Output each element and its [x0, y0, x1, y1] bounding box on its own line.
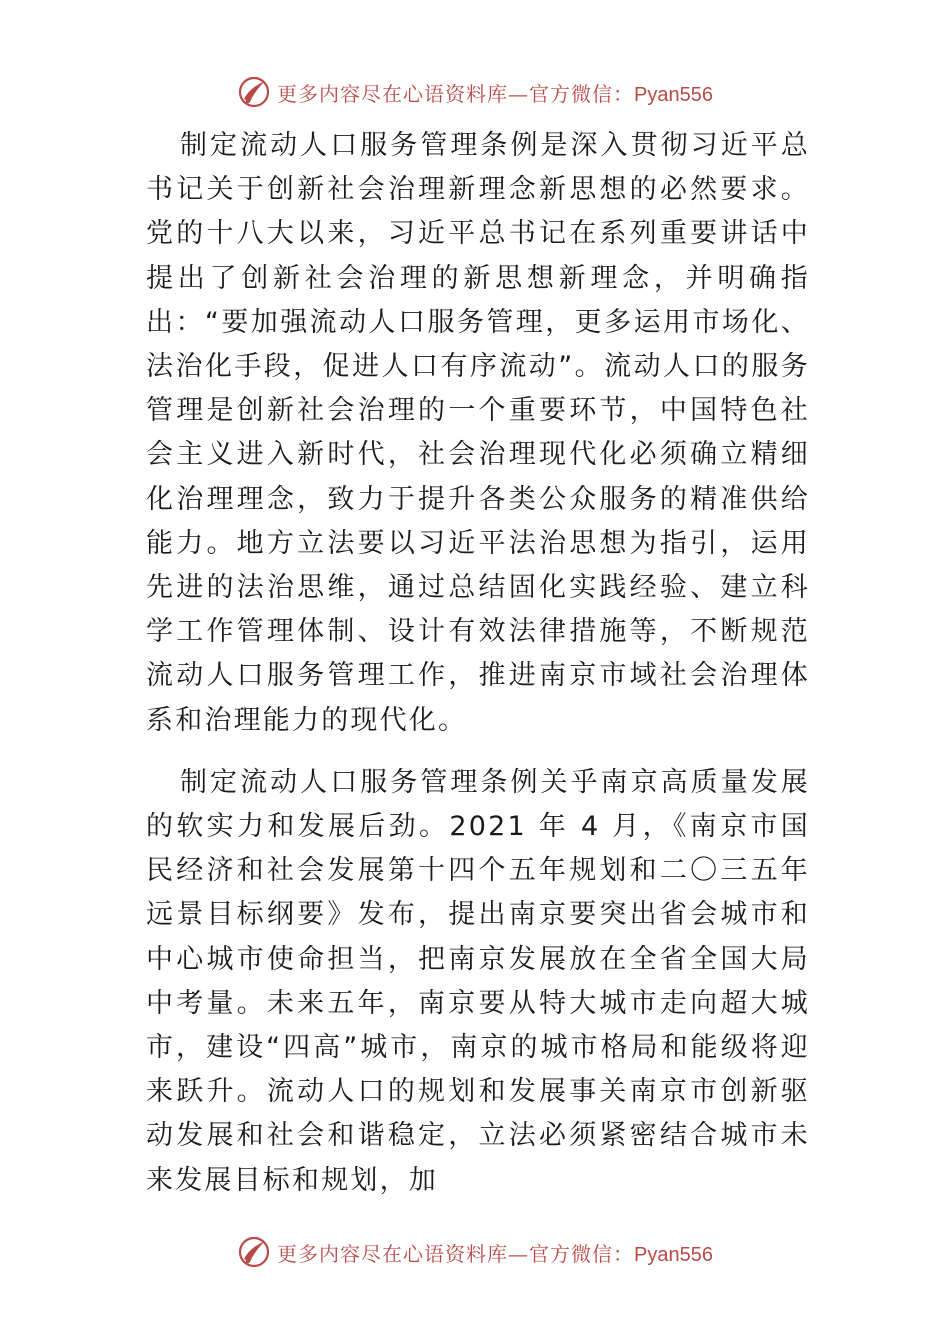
footer-watermark	[0, 1232, 950, 1272]
watermark-text	[277, 1238, 713, 1267]
watermark-text	[277, 78, 713, 107]
paragraph-1: 制定流动人口服务管理条例是深入贯彻习近平总书记关于创新社会治理新理念新思想的必然要求。党的十八大以来，习近平总书记在系列重要讲话中提出了创新社会治理的新思想新理念，并明确指出：“要加强流动人口服务管理，更多运用市场化、法治化手段，促进人口有序流动”。流动人口的服务管理是创新社会治理的一个重要环节，中国特色社会主义进入新时代，社会治理现代化必须确立精细化治理理念，致力于提升各类公众服务的精准供给能力。地方立法要以习近平法治思想为指引，运用先进的法治思维，通过总结固化实践经验、建立科学工作管理体制、设计有效法律措施等，不断规范流动人口服务管理工作，推进南京市域社会治理体系和治理能力的现代化。	[146, 130, 810, 736]
watermark-wechat-id: Pyan556	[634, 83, 713, 106]
brush-logo-icon	[237, 75, 271, 109]
watermark-label: 更多内容尽在心语资料库—官方微信：	[277, 81, 635, 106]
document-body	[146, 124, 810, 1221]
paragraph-2: 制定流动人口服务管理条例关乎南京高质量发展的软实力和发展后劲。2021 年 4 月，《南京市国民经济和社会发展第十四个五年规划和二〇三五年远景目标纲要》发布，提出南京要突出省会城市和中心城市使命担当，把南京发展放在全省全国大局中考量。未来五年，南京要从特大城市走向超大城市，建设“四高”城市，南京的城市格局和能级将迎来跃升。流动人口的规划和发展事关南京市创新驱动发展和社会和谐稳定，立法必须紧密结合城市未来发展目标和规划，加	[146, 766, 810, 1196]
watermark-label: 更多内容尽在心语资料库—官方微信：	[277, 1241, 635, 1266]
brush-logo-icon	[237, 1235, 271, 1269]
watermark-wechat-id: Pyan556	[634, 1243, 713, 1266]
header-watermark	[0, 72, 950, 112]
